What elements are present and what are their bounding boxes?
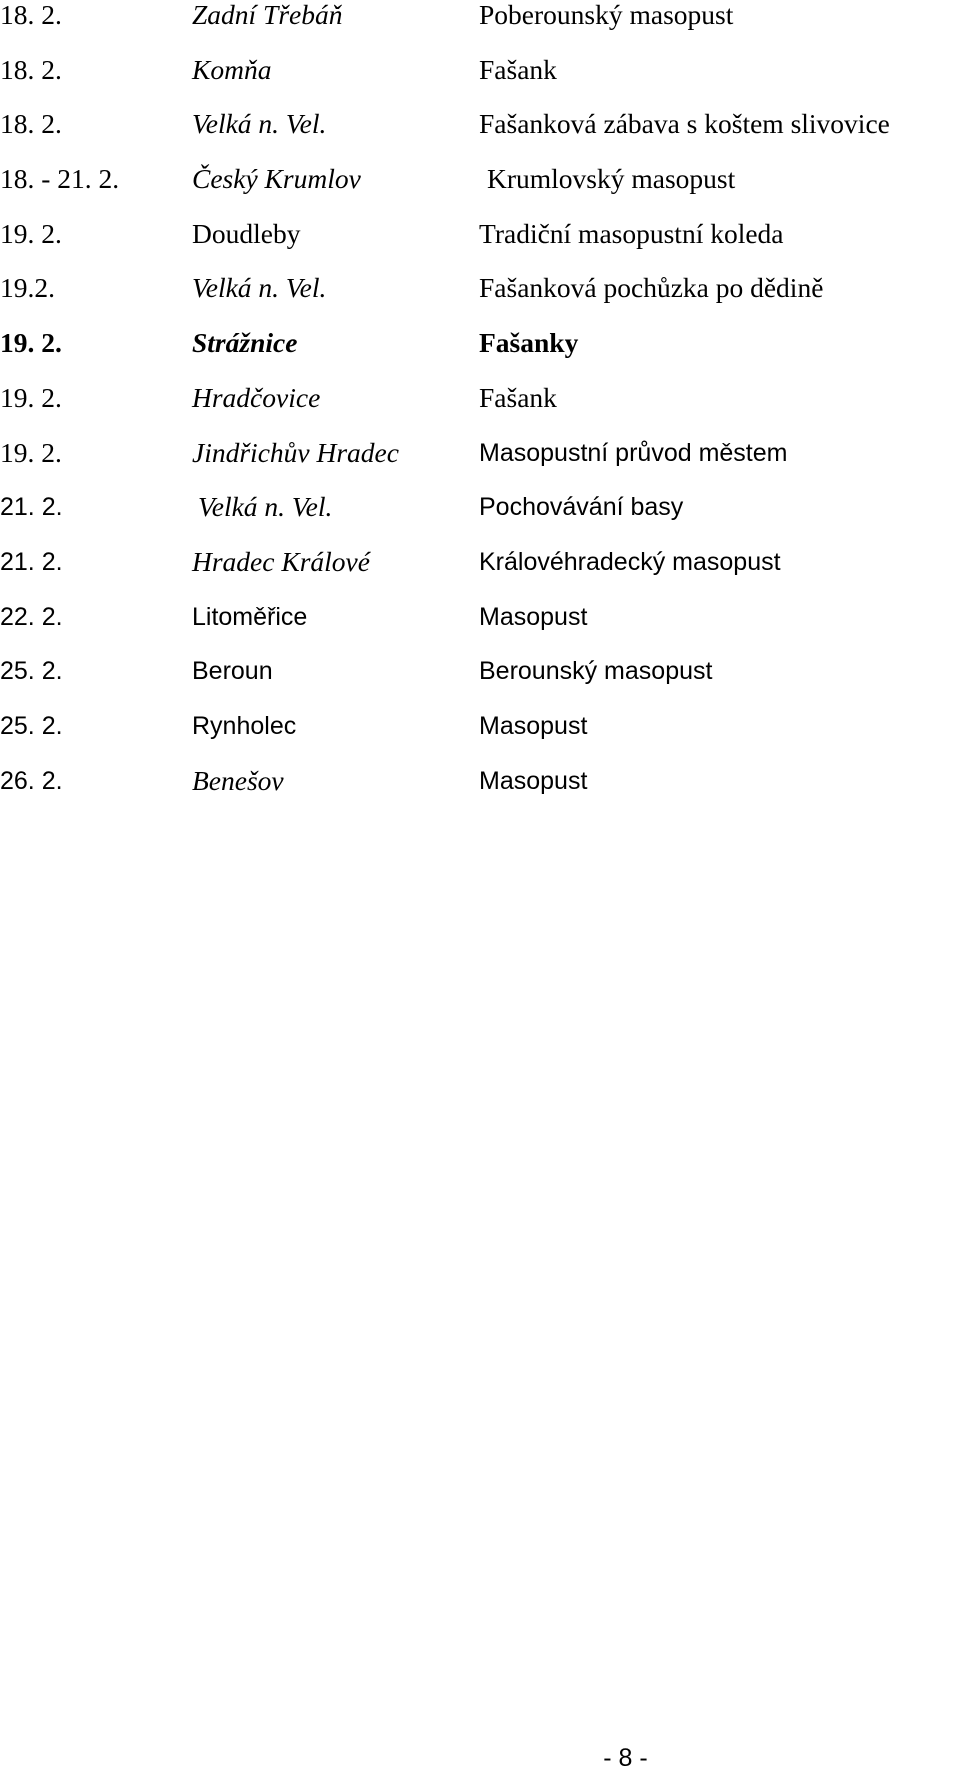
event-row [0, 547, 960, 602]
event-name: Masopust [479, 711, 588, 740]
event-name: Poberounský masopust [479, 0, 734, 30]
event-name: Pochovávání basy [479, 493, 684, 522]
event-place: Strážnice [192, 327, 298, 359]
event-date: 21. 2. [0, 547, 63, 576]
event-date: 19. 2. [0, 436, 62, 468]
event-date: 18. 2. [0, 53, 62, 85]
event-place: Český Krumlov [192, 163, 361, 195]
event-name: Fašank [479, 381, 557, 413]
event-place: Beroun [192, 657, 273, 686]
event-row [0, 766, 960, 821]
event-date: 19. 2. [0, 381, 62, 413]
event-place: Litoměřice [192, 602, 308, 631]
event-date: 21. 2. [0, 493, 63, 522]
event-row [0, 219, 960, 274]
event-place: Benešov [192, 764, 284, 796]
event-place: Velká n. Vel. [192, 108, 327, 140]
event-row [0, 383, 960, 438]
event-name: Královéhradecký masopust [479, 547, 781, 576]
event-row [0, 0, 960, 55]
event-name: Fašanky [479, 327, 579, 359]
event-name: Tradiční masopustní koleda [479, 217, 784, 249]
event-name: Fašank [479, 53, 557, 85]
event-row [0, 711, 960, 766]
event-list [0, 0, 960, 820]
event-name: Masopust [479, 602, 588, 631]
event-name: Krumlovský masopust [487, 163, 736, 195]
event-date: 26. 2. [0, 766, 63, 795]
event-name: Fašanková pochůzka po dědině [479, 272, 824, 304]
event-name: Masopust [479, 766, 588, 795]
event-name: Berounský masopust [479, 657, 713, 686]
event-row [0, 492, 960, 547]
event-date: 19. 2. [0, 327, 62, 359]
event-row [0, 109, 960, 164]
event-row [0, 438, 960, 493]
event-place: Hradec Králové [192, 545, 370, 577]
event-name: Masopustní průvod městem [479, 438, 788, 467]
event-row [0, 55, 960, 110]
event-place: Velká n. Vel. [192, 272, 327, 304]
event-place: Hradčovice [192, 381, 321, 413]
event-row [0, 656, 960, 711]
event-date: 25. 2. [0, 657, 63, 686]
event-date: 19.2. [0, 272, 55, 304]
event-row [0, 602, 960, 657]
event-date: 18. - 21. 2. [0, 163, 120, 195]
event-place: Velká n. Vel. [198, 491, 333, 523]
event-date: 18. 2. [0, 108, 62, 140]
event-place: Rynholec [192, 711, 297, 740]
page-number: - 8 - [603, 1744, 648, 1772]
event-place: Zadní Třebáň [192, 0, 343, 30]
event-date: 25. 2. [0, 711, 63, 740]
event-place: Doudleby [192, 217, 301, 249]
event-row [0, 273, 960, 328]
event-date: 19. 2. [0, 217, 62, 249]
event-date: 22. 2. [0, 602, 63, 631]
event-place: Komňa [192, 53, 272, 85]
event-date: 18. 2. [0, 0, 62, 30]
event-place: Jindřichův Hradec [192, 436, 399, 468]
event-name: Fašanková zábava s koštem slivovice [479, 108, 890, 140]
event-row [0, 328, 960, 383]
event-row [0, 164, 960, 219]
